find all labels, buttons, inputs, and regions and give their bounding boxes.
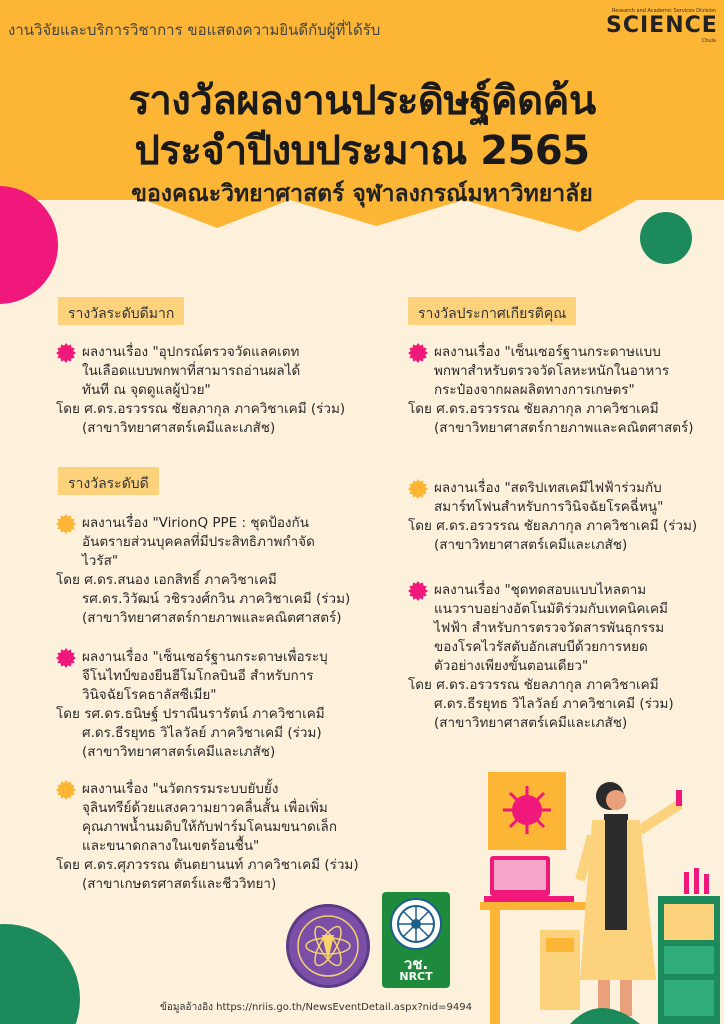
entry-author-line: โดย ศ.ดร.อรวรรณ ชัยลภากุล ภาควิชาเคมี xyxy=(408,401,659,417)
page-subtitle: ของคณะวิทยาศาสตร์ จุฬาลงกรณ์มหาวิทยาลัย xyxy=(131,181,593,207)
award-entry xyxy=(56,343,345,438)
entry-title-line: ในเลือดแบบพกพาที่สามารถอ่านผลได้ xyxy=(82,363,301,379)
pink-starburst-icon xyxy=(408,343,428,363)
orange-starburst-icon xyxy=(408,479,428,499)
pink-starburst-icon xyxy=(56,648,76,668)
entry-author-line: (สาขาวิทยาศาสตร์กายภาพและคณิตศาสตร์) xyxy=(434,420,694,436)
nrct-thai-letters: วช. xyxy=(403,955,429,973)
nrct-wheel-icon xyxy=(390,898,442,950)
nriis-seal xyxy=(286,904,370,988)
pink-starburst-icon xyxy=(56,343,76,363)
entry-title-line: อันตรายส่วนบุคคลที่มีประสิทธิภาพกำจัด xyxy=(82,534,315,550)
header-top-line: งานวิจัยและบริการวิชาการ ขอแสดงความยินดีกับผู้ที่ได้รับ xyxy=(8,21,381,39)
entry-title-line: สมาร์ทโฟนสำหรับการวินิจฉัยโรคฉี่หนู" xyxy=(434,499,664,515)
entry-author-line: โดย ศ.ดร.อรวรรณ ชัยลภากุล ภาควิชาเคมี (ร่วม) xyxy=(408,518,698,534)
nrct-logo xyxy=(382,892,450,988)
entry-title-line: ไวรัส" xyxy=(82,553,119,569)
entry-title-line: ผลงานเรื่อง "นวัตกรรมระบบยับยั้ง xyxy=(82,781,279,797)
entry-title-line: ผลงานเรื่อง "เซ็นเซอร์ฐานกระดาษแบบ xyxy=(434,344,661,360)
entry-title-line: ผลงานเรื่อง "อุปกรณ์ตรวจวัดแลคเตท xyxy=(82,344,300,360)
entry-title-line: ผลงานเรื่อง "เซ็นเซอร์ฐานกระดาษเพื่อระบุ xyxy=(82,649,328,665)
entry-title-line: พกพาสำหรับตรวจวัดโลหะหนักในอาหาร xyxy=(434,363,670,379)
entry-title-line: กระป๋องจากผลผลิตทางการเกษตร" xyxy=(434,382,635,398)
award-entry xyxy=(56,648,328,762)
nrct-english-letters: NRCT xyxy=(399,970,433,983)
entry-title-line: ไฟฟ้า สำหรับการตรวจวัดสารพันธุกรรม xyxy=(434,620,665,636)
virus-icon xyxy=(503,786,551,834)
award-entry xyxy=(56,514,350,628)
logo-wordmark: SCIENCE xyxy=(606,13,718,38)
entry-author-line: (สาขาวิทยาศาสตร์เคมีและเภสัช) xyxy=(82,420,276,436)
entry-title-line: วินิจฉัยโรคธาลัสซีเมีย" xyxy=(82,687,217,703)
page-title-line-1: รางวัลผลงานประดิษฐ์คิดค้น xyxy=(128,78,596,124)
entry-author-line: ศ.ดร.ธีรยุทธ วิไลวัลย์ ภาควิชาเคมี (ร่วม) xyxy=(82,725,322,741)
entry-author-line: โดย รศ.ดร.ธนิษฐ์ ปราณีนรารัตน์ ภาควิชาเคมี xyxy=(56,706,325,722)
entry-author-line: โดย ศ.ดร.อรวรรณ ชัยลภากุล ภาควิชาเคมี xyxy=(408,677,659,693)
entry-title-line: ผลงานเรื่อง "ชุดทดสอบแบบไหลตาม xyxy=(434,582,647,598)
section-good: รางวัลระดับดี xyxy=(58,467,159,495)
entry-title-line: แนวราบอย่างอัตโนมัติร่วมกับเทคนิคเคมี xyxy=(434,601,668,617)
decor-green-circle-top xyxy=(640,212,692,264)
entry-title-line: คุณภาพน้ำนมดิบให้กับฟาร์มโคนมขนาดเล็ก xyxy=(82,819,338,835)
page-title-line-2: ประจำปีงบประมาณ 2565 xyxy=(134,128,590,174)
orange-starburst-icon xyxy=(56,780,76,800)
scientist-lab-illustration xyxy=(480,760,724,1024)
entry-title-line: ของโรคไวรัสตับอักเสบบีด้วยการหยด xyxy=(434,639,648,655)
section-very-good: รางวัลระดับดีมาก xyxy=(58,297,184,325)
entry-author-line: รศ.ดร.วิวัฒน์ วชิรวงศ์กวิน ภาควิชาเคมี (ร่วม) xyxy=(82,591,351,607)
entry-author-line: (สาขาวิทยาศาสตร์เคมีและเภสัช) xyxy=(434,715,628,731)
logo-division-text: Research and Academic Services Division xyxy=(612,8,716,14)
entry-title-line: ตัวอย่างเพียงขั้นตอนเดียว" xyxy=(434,658,589,674)
entry-author-line: โดย ศ.ดร.สนอง เอกสิทธิ์ ภาควิชาเคมี xyxy=(56,572,277,588)
award-entry xyxy=(408,581,674,733)
entry-title-line: จีโนไทป์ของยีนฮีโมโกลบินอี สำหรับการ xyxy=(82,668,314,684)
entry-title-line: และขนาดกลางในเขตร้อนชื้น" xyxy=(82,838,260,854)
pink-starburst-icon xyxy=(408,581,428,601)
entry-author-line: ศ.ดร.ธีรยุทธ วิไลวัลย์ ภาควิชาเคมี (ร่วม) xyxy=(434,696,674,712)
section-honorable: รางวัลประกาศเกียรติคุณ xyxy=(408,297,576,325)
orange-starburst-icon xyxy=(56,514,76,534)
entry-author-line: (สาขาเกษตรศาสตร์และชีววิทยา) xyxy=(82,876,277,892)
entry-title-line: ผลงานเรื่อง "VirionQ PPE : ชุดป้องกัน xyxy=(82,515,309,531)
entry-author-line: (สาขาวิทยาศาสตร์กายภาพและคณิตศาสตร์) xyxy=(82,610,342,626)
atom-emblem-icon xyxy=(289,907,367,985)
award-entry xyxy=(408,343,694,438)
decor-green-circle-bottom xyxy=(0,924,80,1024)
science-chula-logo xyxy=(606,8,716,44)
award-entry xyxy=(408,479,697,555)
logo-chula-text: Chula xyxy=(701,38,716,44)
entry-author-line: โดย ศ.ดร.ศุภวรรณ ตันตยานนท์ ภาควิชาเคมี (ร่วม) xyxy=(56,857,359,873)
entry-title-line: จุลินทรีย์ด้วยแสงความยาวคลื่นสั้น เพื่อเพิ่ม xyxy=(82,800,328,816)
entry-author-line: (สาขาวิทยาศาสตร์เคมีและเภสัช) xyxy=(434,537,628,553)
entry-title-line: ผลงานเรื่อง "สตริปเทสเคมีไฟฟ้าร่วมกับ xyxy=(434,480,662,496)
source-reference: ข้อมูลอ้างอิง https://nriis.go.th/NewsEventDetail.aspx?nid=9494 xyxy=(160,1002,472,1013)
entry-author-line: โดย ศ.ดร.อรวรรณ ชัยลภากุล ภาควิชาเคมี (ร่วม) xyxy=(56,401,346,417)
entry-author-line: (สาขาวิทยาศาสตร์เคมีและเภสัช) xyxy=(82,744,276,760)
award-entry xyxy=(56,780,359,894)
entry-title-line: ทันที ณ จุดดูแลผู้ป่วย" xyxy=(82,382,211,398)
